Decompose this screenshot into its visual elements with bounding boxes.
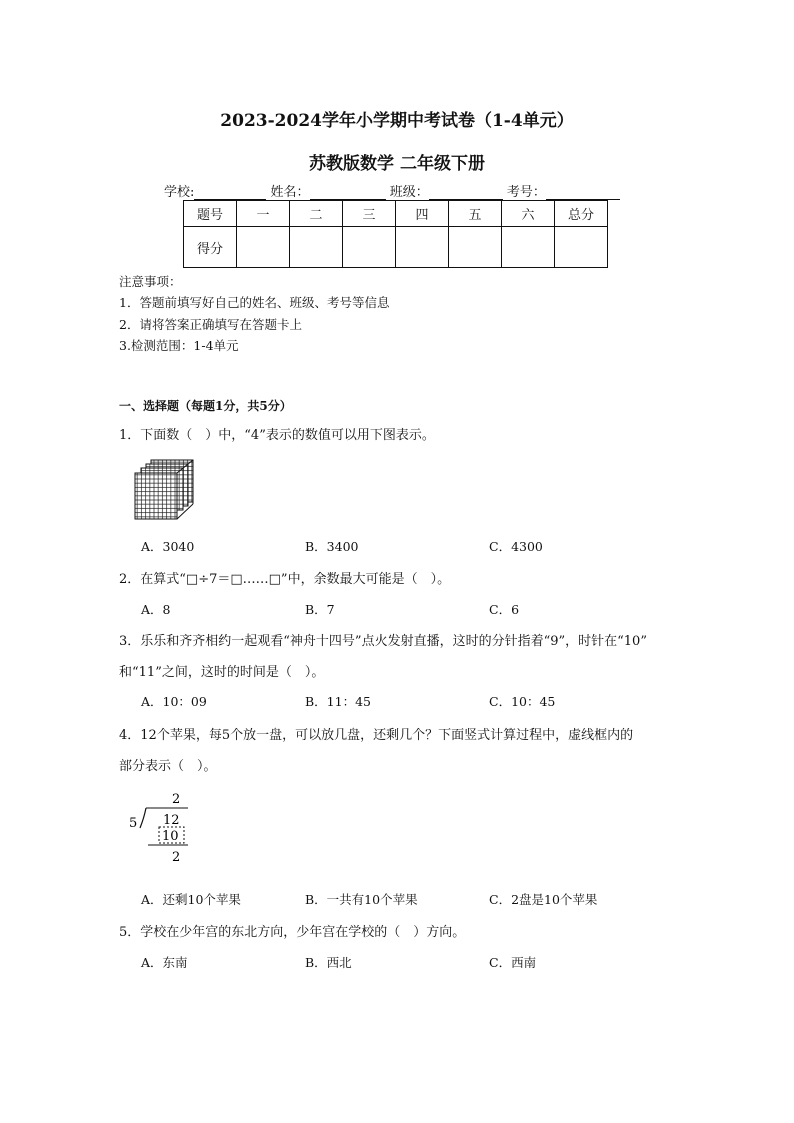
school-blank[interactable] bbox=[194, 185, 266, 200]
notes-heading: 注意事项： bbox=[119, 274, 182, 289]
exam-title: 2023-2024学年小学期中考试卷（1-4单元） bbox=[220, 111, 574, 131]
header-cell: 二 bbox=[290, 201, 343, 227]
q4-option-b[interactable]: B．一共有10个苹果 bbox=[305, 892, 418, 907]
school-label: 学校: bbox=[164, 185, 195, 200]
q1-option-c[interactable]: C．4300 bbox=[489, 539, 543, 554]
q2-option-c[interactable]: C．6 bbox=[489, 602, 520, 617]
note-item: 2．请将答案正确填写在答题卡上 bbox=[119, 317, 302, 332]
thousand-cubes-figure bbox=[133, 458, 199, 524]
score-cell[interactable] bbox=[290, 227, 343, 268]
header-cell: 五 bbox=[449, 201, 502, 227]
score-cell[interactable] bbox=[449, 227, 502, 268]
division-dividend: 12 bbox=[163, 813, 180, 828]
class-label: 班级： bbox=[389, 185, 429, 200]
q4-option-c[interactable]: C．2盘是10个苹果 bbox=[489, 892, 598, 907]
score-cell[interactable] bbox=[555, 227, 608, 268]
question-4-line1: 4．12个苹果，每5个放一盘，可以放几盘，还剩几个？下面竖式计算过程中，虚线框内的 bbox=[119, 728, 634, 743]
section-heading: 一、选择题（每题1分，共5分） bbox=[119, 399, 292, 413]
header-cell: 题号 bbox=[184, 201, 237, 227]
question-1: 1．下面数（ ）中，“4”表示的数值可以用下图表示。 bbox=[119, 428, 435, 443]
q2-option-b[interactable]: B．7 bbox=[305, 602, 335, 617]
score-cell[interactable] bbox=[502, 227, 555, 268]
question-2: 2．在算式“□÷7＝□……□”中，余数最大可能是（ ）。 bbox=[119, 572, 451, 587]
cube-stack-back bbox=[135, 460, 193, 519]
q4-option-a[interactable]: A．还剩10个苹果 bbox=[141, 892, 241, 907]
score-row-label: 得分 bbox=[184, 227, 237, 268]
name-blank[interactable] bbox=[310, 185, 386, 200]
note-item: 1．答题前填写好自己的姓名、班级、考号等信息 bbox=[119, 295, 390, 310]
score-table bbox=[183, 200, 608, 268]
q5-option-c[interactable]: C．西南 bbox=[489, 955, 537, 970]
note-item: 3.检测范围：1-4单元 bbox=[119, 338, 239, 353]
score-cell[interactable] bbox=[343, 227, 396, 268]
division-remainder: 2 bbox=[172, 850, 181, 865]
header-cell: 四 bbox=[396, 201, 449, 227]
division-product: 10 bbox=[162, 829, 179, 844]
question-4-line2: 部分表示（ ）。 bbox=[119, 759, 217, 774]
q5-option-b[interactable]: B．西北 bbox=[305, 955, 352, 970]
long-division-figure bbox=[126, 786, 206, 868]
division-bracket bbox=[140, 808, 146, 828]
exam-no-blank[interactable] bbox=[546, 185, 620, 200]
q5-option-a[interactable]: A．东南 bbox=[141, 955, 188, 970]
header-cell: 六 bbox=[502, 201, 555, 227]
division-divisor: 5 bbox=[129, 816, 138, 831]
class-blank[interactable] bbox=[429, 185, 503, 200]
question-3-line2: 和“11”之间，这时的时间是（ ）。 bbox=[119, 665, 325, 680]
header-cell: 三 bbox=[343, 201, 396, 227]
exam-no-label: 考号： bbox=[506, 185, 546, 200]
q1-option-a[interactable]: A．3040 bbox=[141, 539, 195, 554]
name-label: 姓名： bbox=[270, 185, 310, 200]
header-cell: 总分 bbox=[555, 201, 608, 227]
header-cell: 一 bbox=[237, 201, 290, 227]
score-cell[interactable] bbox=[396, 227, 449, 268]
question-3-line1: 3．乐乐和齐齐相约一起观看“神舟十四号”点火发射直播，这时的分针指着“9”，时针在“10” bbox=[119, 634, 647, 649]
exam-subtitle: 苏教版数学 二年级下册 bbox=[309, 154, 485, 174]
q2-option-a[interactable]: A．8 bbox=[141, 602, 171, 617]
score-table-header-row bbox=[184, 201, 608, 227]
q3-option-a[interactable]: A．10：09 bbox=[141, 694, 207, 709]
score-cell[interactable] bbox=[237, 227, 290, 268]
q1-option-b[interactable]: B．3400 bbox=[305, 539, 359, 554]
score-table-score-row bbox=[184, 227, 608, 268]
q3-option-c[interactable]: C．10：45 bbox=[489, 694, 556, 709]
q3-option-b[interactable]: B．11：45 bbox=[305, 694, 371, 709]
division-quotient: 2 bbox=[172, 792, 181, 807]
student-info-line bbox=[164, 181, 620, 200]
question-5: 5．学校在少年宫的东北方向，少年宫在学校的（ ）方向。 bbox=[119, 925, 466, 940]
